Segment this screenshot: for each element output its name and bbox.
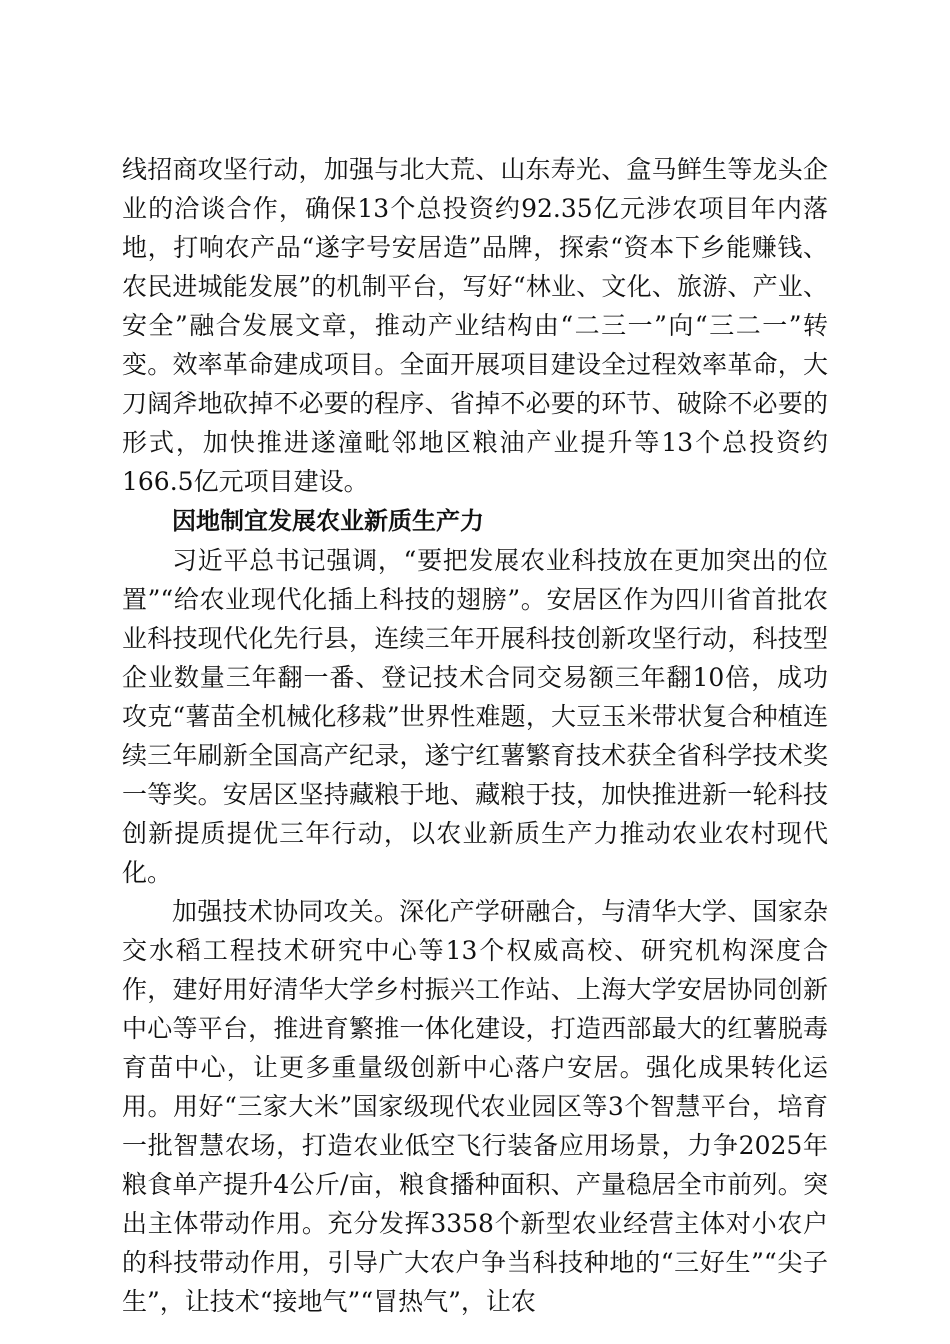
body-paragraph-quote: 习近平总书记强调，“要把发展农业科技放在更加突出的位置”“给农业现代化插上科技的翅膀”。安居区作为四川省首批农业科技现代化先行县，连续三年开展科技创新攻坚行动，科技型企业数量三年翻一番、登记技术合同交易额三年翻10倍，成功攻克“薯苗全机械化移栽”世界性难题，大豆玉米带状复合种植连续三年刷新全国高产纪录，遂宁红薯繁育技术获全省科学技术奖一等奖。安居区坚持藏粮于地、藏粮于技，加快推进新一轮科技创新提质提优三年行动，以农业新质生产力推动农业农村现代化。 bbox=[122, 546, 828, 887]
document-body bbox=[122, 150, 828, 1321]
section-heading: 因地制宜发展农业新质生产力 bbox=[172, 507, 484, 535]
continuation-paragraph: 线招商攻坚行动，加强与北大荒、山东寿光、盒马鲜生等龙头企业的洽谈合作，确保13个总投资约92.35亿元涉农项目年内落地，打响农产品“遂字号安居造”品牌，探索“资本下乡能赚钱、农民进城能发展”的机制平台，写好“林业、文化、旅游、产业、安全”融合发展文章，推动产业结构由“二三一”向“三二一”转变。效率革命建成项目。全面开展项目建设全过程效率革命，大刀阔斧地砍掉不必要的程序、省掉不必要的环节、破除不必要的形式，加快推进遂潼毗邻地区粮油产业提升等13个总投资约166.5亿元项目建设。 bbox=[122, 155, 828, 496]
body-paragraph-tech: 加强技术协同攻关。深化产学研融合，与清华大学、国家杂交水稻工程技术研究中心等13个权威高校、研究机构深度合作，建好用好清华大学乡村振兴工作站、上海大学安居协同创新中心等平台，推进育繁推一体化建设，打造西部最大的红薯脱毒育苗中心，让更多重量级创新中心落户安居。强化成果转化运用。用好“三家大米”国家级现代农业园区等3个智慧平台，培育一批智慧农场，打造农业低空飞行装备应用场景，力争2025年粮食单产提升4公斤/亩，粮食播种面积、产量稳居全市前列。突出主体带动作用。充分发挥3358个新型农业经营主体对小农户的科技带动作用，引导广大农户争当科技种地的“三好生”“尖子生”，让技术“接地气”“冒热气”，让农 bbox=[122, 897, 828, 1316]
